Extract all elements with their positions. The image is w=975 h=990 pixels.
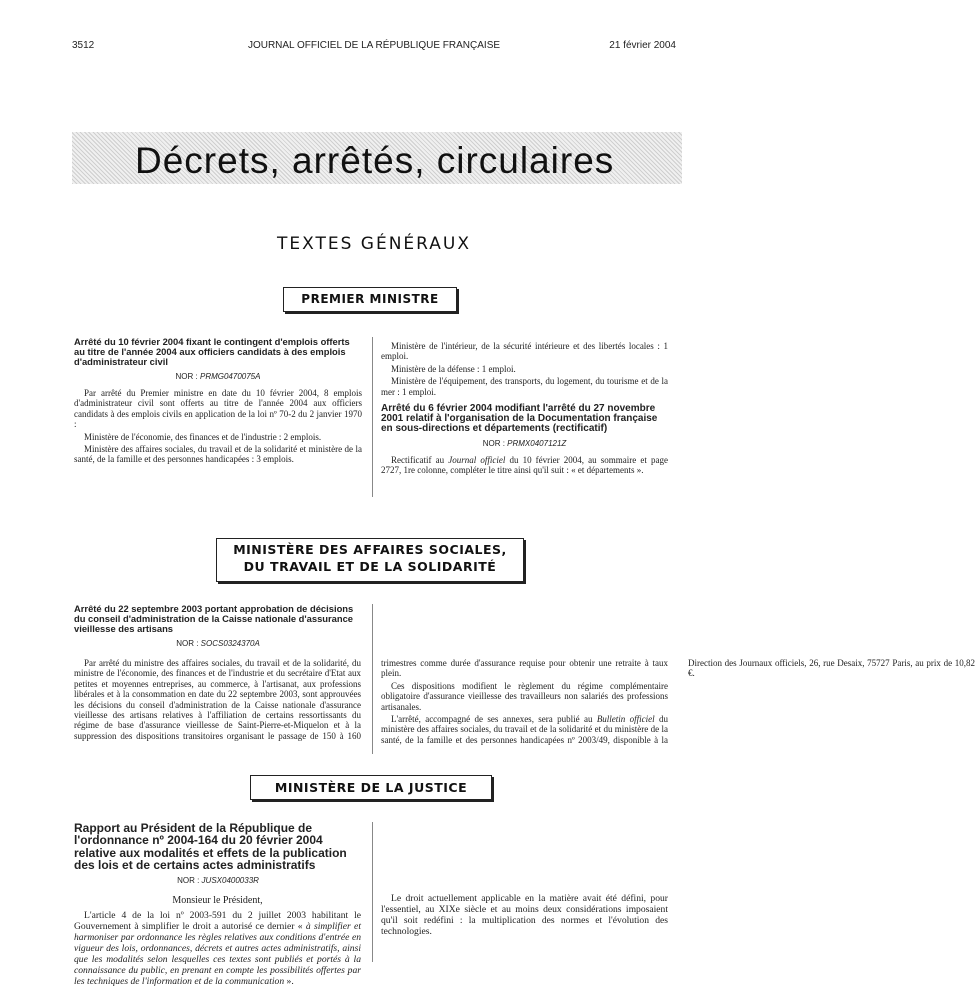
article-title: Arrêté du 10 février 2004 fixant le contingent d'emplois offerts au titre de l'année 2004 aux officiers candidats à des emplois d'administrateur civil bbox=[74, 336, 350, 368]
article-rapport-ordonnance bbox=[74, 822, 362, 892]
nor-code: SOCS0324370A bbox=[200, 638, 260, 648]
paragraph: Rectificatif au Journal officiel du 10 février 2004, au sommaire et page 2727, 1re colonne, compléter le titre ainsi qu'il suit : « et départements ». bbox=[381, 455, 668, 476]
paragraph: Ces dispositions modifient le règlement du régime complémentaire obligatoire d'assurance vieillesse des travailleurs non salariés des professions artisanales. bbox=[381, 680, 668, 712]
paragraph: Ministère de l'intérieur, de la sécurité intérieure et des libertés locales : 1 emploi. bbox=[381, 341, 668, 362]
nor-reference bbox=[74, 639, 362, 649]
article-contingent-emplois bbox=[74, 337, 362, 467]
nor-reference bbox=[74, 876, 362, 886]
ministry-box-affaires-sociales bbox=[216, 538, 524, 582]
article-title: Arrêté du 22 septembre 2003 portant approbation de décisions du conseil d'administration de la Caisse nationale d'assurance vieillesse des artisans bbox=[74, 603, 354, 635]
nor-label: NOR : bbox=[176, 638, 199, 648]
paragraph: L'arrêté, accompagné de ses annexes, sera publié au Bulletin officiel du ministère des affaires sociales, du travail et de la solidarité et du ministère de la santé, de la famille et des personnes handicapées nº 2003/49, disponible à la Direction des Journaux officiels, 26, rue Desaix, 75727 Paris, au prix de 10,82 €. bbox=[381, 658, 975, 745]
nor-reference bbox=[381, 439, 668, 449]
nor-label: NOR : bbox=[177, 875, 200, 885]
italic-reference: Bulletin officiel bbox=[596, 714, 655, 725]
article-right-column-top bbox=[381, 341, 668, 478]
journal-title: JOURNAL OFFICIEL DE LA RÉPUBLIQUE FRANÇAISE bbox=[247, 40, 501, 51]
ministry-box-justice: MINISTÈRE DE LA JUSTICE bbox=[250, 775, 492, 800]
italic-reference: Journal officiel bbox=[448, 455, 506, 466]
ministry-name-line1: MINISTÈRE DES AFFAIRES SOCIALES, bbox=[233, 542, 507, 557]
ministry-box-premier-ministre: PREMIER MINISTRE bbox=[283, 287, 457, 312]
paragraph: Ministère de l'équipement, des transports, du logement, du tourisme et de la mer : 1 emploi. bbox=[381, 376, 668, 397]
nor-code: JUSX0400033R bbox=[201, 875, 259, 885]
italic-quotation: à simplifier et harmoniser par ordonnance les règles relatives aux conditions d'entrée en vigueur des lois, ordonnances, décrets et autres actes administratifs, ainsi que les modalités selon lesquelles ces textes sont publiés et portés à la connaissance du public, en prenant en compte les possibilités offertes par les techniques de l'information et de la communication bbox=[74, 921, 361, 987]
paragraph: Ministère de l'économie, des finances et de l'industrie : 2 emplois. bbox=[84, 431, 322, 442]
nor-label: NOR : bbox=[482, 438, 505, 448]
header-date: 21 février 2004 bbox=[609, 40, 676, 51]
ministry-name-line2: DU TRAVAIL ET DE LA SOLIDARITÉ bbox=[243, 559, 497, 574]
paragraph: L'article 4 de la loi nº 2003-591 du 2 juillet 2003 habilitant le Gouvernement à simplifier le droit a autorisé ce dernier « à simplifier et harmoniser par ordonnance les règles relatives aux conditions d'entrée en vigueur des lois, ordonnances, décrets et autres actes administratifs, ainsi que les modalités selon lesquelles ces textes sont publiés et portés à la connaissance du public, en prenant en compte les possibilités offertes par les techniques de l'information et de la communication ». bbox=[74, 910, 361, 987]
paragraph: Ministère de la défense : 1 emploi. bbox=[391, 363, 516, 374]
nor-reference bbox=[74, 372, 362, 382]
article-rapport-body bbox=[74, 893, 668, 990]
nor-label: NOR : bbox=[175, 371, 198, 381]
paragraph: Le droit actuellement applicable en la matière avait été défini, pour l'essentiel, au XIXe siècle et au moins deux considérations imposaient qu'il soit redéfini : la multiplication des normes et l'évolution des technologies. bbox=[381, 893, 668, 937]
page-number: 3512 bbox=[72, 40, 95, 51]
article-caisse-artisans bbox=[74, 604, 362, 655]
column-divider bbox=[372, 337, 373, 497]
paragraph: Par arrêté du ministre des affaires sociales, du travail et de la solidarité, du ministre de l'économie, des finances et de l'industrie et du secrétaire d'Etat aux petites et moyennes entreprises, au commerce, à l'artisanat, aux professions libérales et à la consommation en date du 22 septembre 2003, sont approuvées les décisions du conseil d'administration de la Caisse nationale d'assurance vieillesse des artisans relatives à l'affiliation de certains ressortissants du régime de base d'assurance vieillesse de Saint-Pierre-et-Miquelon et à la suppression des dispositions transitoires organisant le passage de 150 à 160 trimestres comme durée d'assurance requise pour obtenir une retraite à taux plein. bbox=[74, 658, 668, 741]
paragraph: Ministère des affaires sociales, du travail et de la solidarité et ministère de la santé, de la famille et des personnes handicapées : 3 emplois. bbox=[74, 444, 362, 465]
salutation: Monsieur le Président, bbox=[172, 895, 263, 906]
article-title: Arrêté du 6 février 2004 modifiant l'arrêté du 27 novembre 2001 relatif à l'organisation de la Documentation française en sous-directions et départements (rectificatif) bbox=[381, 403, 658, 435]
article-title: Rapport au Président de la République de l'ordonnance nº 2004-164 du 20 février 2004 relative aux modalités et effets de la publication des lois et de certains actes administratifs bbox=[74, 821, 347, 873]
banner-title: Décrets, arrêtés, circulaires bbox=[135, 140, 615, 181]
section-title: TEXTES GÉNÉRAUX bbox=[276, 234, 471, 254]
paragraph: Par arrêté du Premier ministre en date du 10 février 2004, 8 emplois d'administrateur civil sont offerts au titre de l'année 2004 aux officiers candidats à des emplois civils en application de la loi nº 70-2 du 2 janvier 1970 : bbox=[74, 388, 362, 430]
nor-code: PRMX0407121Z bbox=[507, 438, 567, 448]
nor-code: PRMG0470075A bbox=[199, 371, 261, 381]
article-caisse-artisans-body bbox=[74, 658, 975, 758]
